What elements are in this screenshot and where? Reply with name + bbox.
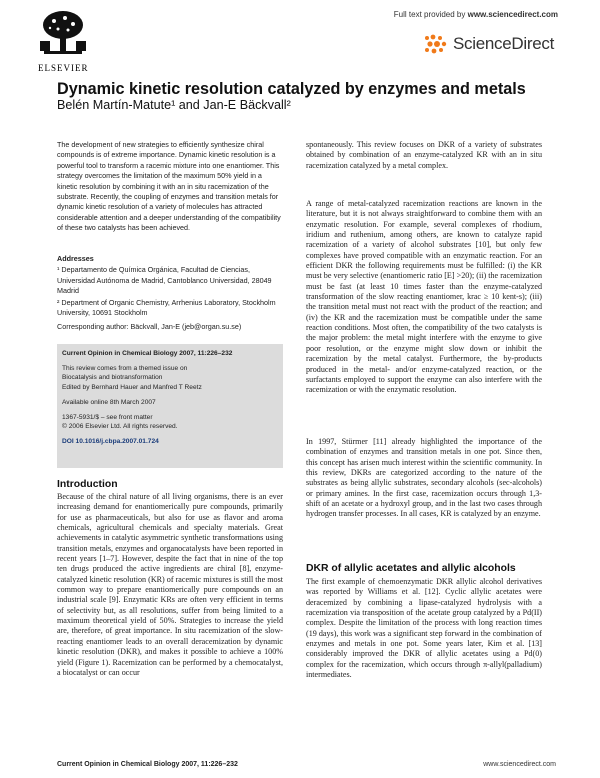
article-authors: Belén Martín-Matute¹ and Jan-E Bäckvall² xyxy=(57,98,291,112)
introduction-heading: Introduction xyxy=(57,479,118,490)
abstract: The development of new strategies to efficiently synthesize chiral compounds is of extreme importance. Dynamic kinetic resolution is a powerful tool to transform a racemic mixture into one enantiomer. This strategy overcomes the limitation of the maximum 50% yield in a kinetic resolution by combining it with an in situ racemization of the substrate. Recently, the coupling of enzymes and transition metals for dynamic kinetic resolution of a variety of molecules has attracted considerable attention and a deeper understanding of the compatibility of these two catalysts has been achieved. xyxy=(57,140,281,233)
sciencedirect-wordmark: ScienceDirect xyxy=(453,34,554,53)
infobox-copyright: © 2006 Elsevier Ltd. All rights reserved. xyxy=(62,423,178,431)
address-1: ¹ Departamento de Química Orgánica, Facultad de Ciencias, Universidad Autónoma de Madrid, Cantoblanco Universidad, 28049 Madrid xyxy=(57,265,272,296)
infobox-available: Available online 8th March 2007 xyxy=(62,398,156,406)
dkr-section-heading: DKR of allylic acetates and allylic alcohols xyxy=(306,563,516,574)
infobox-doi-link[interactable]: DOI 10.1016/j.cbpa.2007.01.724 xyxy=(62,438,159,446)
addresses xyxy=(57,254,281,319)
addresses-heading: Addresses xyxy=(57,254,94,263)
elsevier-wordmark: ELSEVIER xyxy=(38,63,89,73)
right-paragraph-4: The first example of chemoenzymatic DKR allylic alcohol derivatives was reported by Williams et al. [12]. Cyclic allylic acetates were deracemized by combining a lipase-catalyzed hydrolysis with a racemization via transposition of the acetate group catalyzed by a Pd(II) complex. Despite the limitation of the process with long reaction times (19 days), this work was a significant step forward in the combination of enzymes and metals in one pot. Some years later, Kim et al. [13] considerably improved the DKR of allylic acetates using a Pd(0) complex for the racemization, which occurs through π-allyl(palladium) intermediates. xyxy=(306,577,542,680)
elsevier-tree-icon xyxy=(38,9,88,57)
sciencedirect-logo xyxy=(423,34,554,54)
right-paragraph-2: A range of metal-catalyzed racemization reactions are known in the literature, but it is not always straightforward to combine them with an enzymatic resolution. For example, several complexes of rhodium, iridium and ruthenium, among others, are known to catalyze rapid racemization of a variety of alcohol substrates [10], but only few complexes have proved compatible with an enzymatic reaction. For an efficient DKR the following requirements must be fulfilled: (i) the KR must be very selective (enantiomeric ratio [E] >20); (ii) the racemization must be fast (at least 10 times faster than the enzyme-catalyzed transformation of the slow reacting enantiomer, krac ≥ 10 kent-s); (iii) the transition metal must not react with the product of the reaction; and (iv) the KR and the racemization must be compatible under the same reaction conditions. Most often, the compatibility of the two catalysts is the major problem: the metal might interfere with the enzyme to give poor resolution, or the enzyme might slow down or inhibit the racemization by the metal catalyst. Furthermore, the by-products produced in the metal- and/or enzyme-catalyzed reaction, or the surfactants employed to support the enzyme can also interfere with the racemization or with the enzymatic resolution. xyxy=(306,199,542,395)
infobox-issue-line-1: This review comes from a themed issue on xyxy=(62,365,188,373)
sciencedirect-dots-icon xyxy=(423,34,449,54)
full-text-link[interactable]: www.sciencedirect.com xyxy=(467,10,558,19)
infobox-issue-line-3: Edited by Bernhard Hauer and Manfred T Reetz xyxy=(62,383,202,391)
corresponding-author: Corresponding author: Bäckvall, Jan-E (jeb@organ.su.se) xyxy=(57,322,242,331)
full-text-prefix: Full text provided by xyxy=(393,10,468,19)
journal-info-box xyxy=(57,344,283,468)
infobox-issn: 1367-5931/$ – see front matter xyxy=(62,414,153,422)
infobox-journal: Current Opinion in Chemical Biology 2007, 11:226–232 xyxy=(62,350,233,357)
infobox-issue-line-2: Biocatalysis and biotransformation xyxy=(62,374,163,382)
introduction-text: Because of the chiral nature of all living organisms, there is an ever increasing demand for enantiomerically pure compounds, primarily for use as pharmaceuticals, but also for use as flavor and aroma chemicals, agricultural chemicals and specialty materials. Great achievements in catalytic asymmetric synthetic transformations using transition metals, enzymes and organocatalysts have been reported in recent years [1–7]. However, despite the fact that in nine of the top ten drugs produced the active ingredients are chiral [8], enzyme-catalyzed kinetic resolution (KR) of racemic mixtures is still the most common way to prepare enantiomerically pure compounds on an industrial scale [9]. Enzymatic KRs are often very efficient in terms of selectivity but, as all resolutions, suffer from being limited to a maximum theoretical yield of 50%. Strategies to increase the yield are, therefore, of great importance. In situ racemization of the slow-reacting enantiomer leads to an overall deracemization by dynamic kinetic resolution (DKR), and makes it possible to achieve a 100% yield (Figure 1). Racemization can be performed by a chemocatalyst, a biocatalyst or can occur xyxy=(57,492,283,677)
full-text-notice xyxy=(394,10,558,19)
article-title: Dynamic kinetic resolution catalyzed by enzymes and metals xyxy=(57,80,526,98)
right-paragraph-1: spontaneously. This review focuses on DKR of a variety of substrates obtained by combination of an enzyme-catalyzed KR with an in situ racemization catalyzed by a metal complex. xyxy=(306,140,542,170)
page-footer xyxy=(57,761,556,768)
elsevier-logo xyxy=(38,9,89,73)
right-paragraph-3: In 1997, Stürmer [11] already highlighted the importance of the combination of enzymes and transition metals in one pot. Since then, this concept has arisen much interest within the scientific community. In this review, DKRs are categorized according to the nature of the substrates as being allylic substrates, secondary alcohols (sec-alcohols) or primary amines. In the first case, racemization occurs through 1,3-shift of an acetate or a hydroxyl group, and in the last two cases through hydrogen transfer processes. In all cases, KR is catalyzed by an enzyme. xyxy=(306,437,542,519)
address-2: ² Department of Organic Chemistry, Arrhenius Laboratory, Stockholm University, 10691 Stockholm xyxy=(57,297,276,318)
footer-journal: Current Opinion in Chemical Biology 2007, 11:226–232 xyxy=(57,761,238,768)
footer-url[interactable]: www.sciencedirect.com xyxy=(483,761,556,768)
